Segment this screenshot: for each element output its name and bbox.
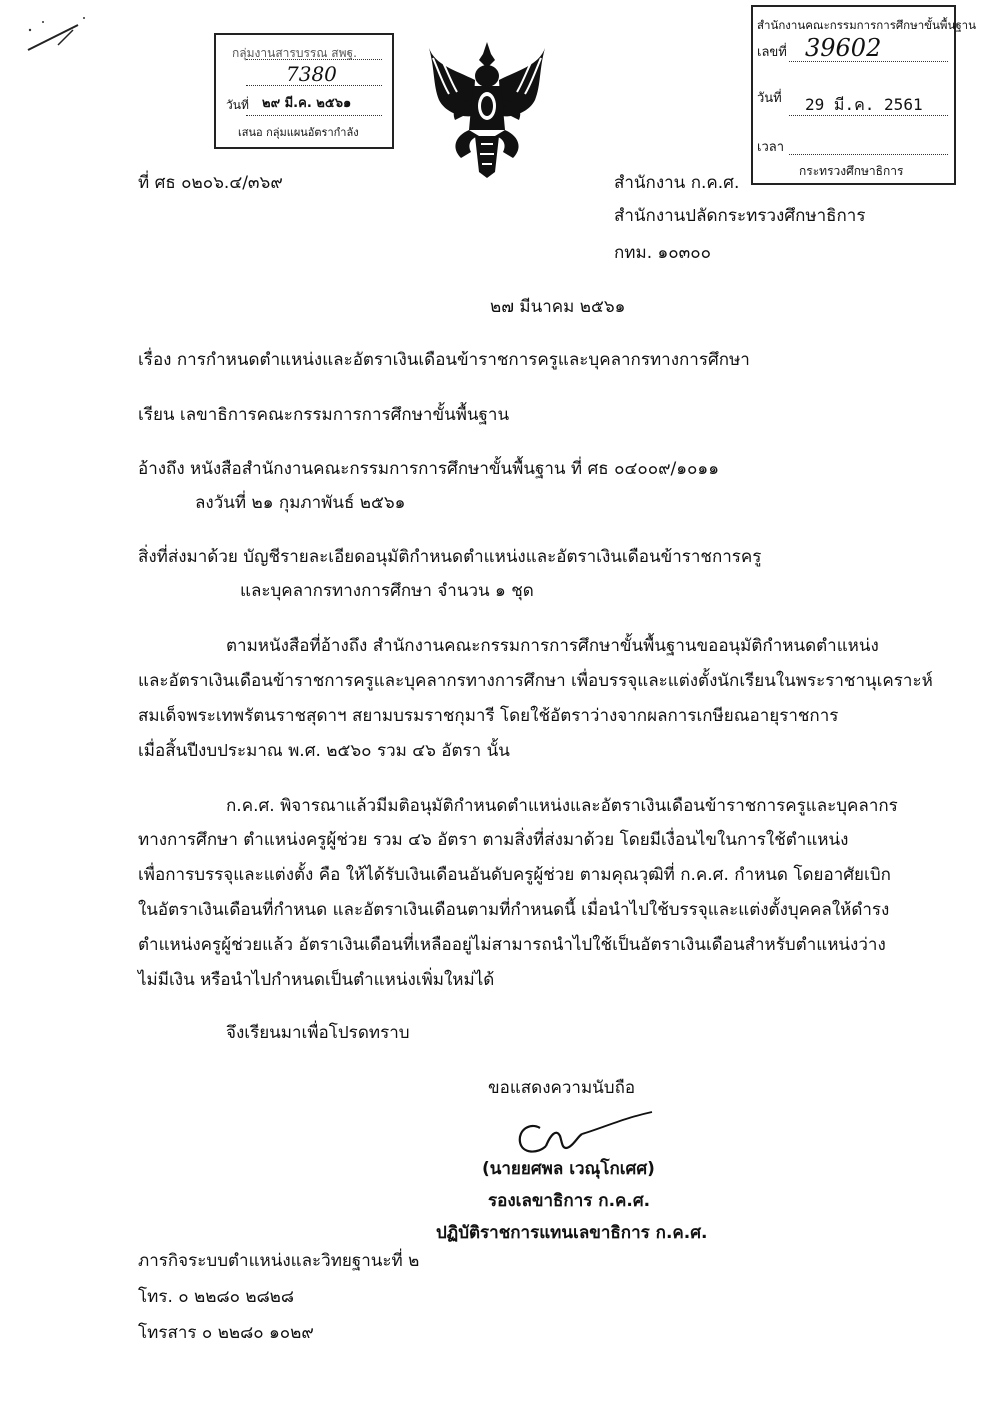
signatory-title: รองเลขาธิการ ก.ค.ศ. xyxy=(488,1191,651,1211)
signatory-acting-title: ปฏิบัติราชการแทนเลขาธิการ ก.ค.ศ. xyxy=(436,1223,708,1243)
paragraph-1-line: และอัตราเงินเดือนข้าราชการครูและบุคลากรทางการศึกษา เพื่อบรรจุและแต่งตั้งนักเรียนในพระราชานุเคราะห์ xyxy=(138,671,933,691)
footer-division: ภารกิจระบบตำแหน่งและวิทยฐานะที่ ๒ xyxy=(138,1251,420,1271)
receiving-stamp-left xyxy=(214,33,394,149)
enclosure-line-1: สิ่งที่ส่งมาด้วย บัญชีรายละเอียดอนุมัติกำหนดตำแหน่งและอัตราเงินเดือนข้าราชการครู xyxy=(138,547,762,567)
stamp-right-number-label: เลขที่ xyxy=(757,45,787,60)
closing-salutation: ขอแสดงความนับถือ xyxy=(488,1078,636,1098)
stamp-right-date-label: วันที่ xyxy=(757,91,782,106)
handwritten-signature xyxy=(512,1108,662,1160)
reference-line-2: ลงวันที่ ๒๑ กุมภาพันธ์ ๒๕๖๑ xyxy=(195,493,406,513)
footer-fax: โทรสาร ๐ ๒๒๘๐ ๑๐๒๙ xyxy=(138,1323,314,1343)
receiving-stamp-right xyxy=(751,5,976,185)
document-number: ที่ ศธ ๐๒๐๖.๔/๓๖๙ xyxy=(138,173,283,193)
paragraph-2-line: ก.ค.ศ. พิจารณาแล้วมีมติอนุมัติกำหนดตำแหน่งและอัตราเงินเดือนข้าราชการครูและบุคลากร xyxy=(226,796,898,816)
stamp-left-footer: เสนอ กลุ่มแผนอัตรากำลัง xyxy=(238,126,359,139)
paragraph-1-line: สมเด็จพระเทพรัตนราชสุดาฯ สยามบรมราชกุมารี โดยใช้อัตราว่างจากผลการเกษียณอายุราชการ xyxy=(138,706,839,726)
paragraph-2-line: เพื่อการบรรจุและแต่งตั้ง คือ ให้ได้รับเงินเดือนอันดับครูผู้ช่วย ตามคุณวุฒิที่ ก.ค.ศ. กำหนด โดยอาศัยเบิก xyxy=(138,865,891,885)
document-date: ๒๗ มีนาคม ๒๕๖๑ xyxy=(490,297,626,317)
paragraph-1-line: เมื่อสิ้นปีงบประมาณ พ.ศ. ๒๕๖๐ รวม ๔๖ อัตรา นั้น xyxy=(138,741,510,761)
garuda-emblem-icon xyxy=(425,40,550,180)
footer-phone: โทร. ๐ ๒๒๘๐ ๒๘๒๘ xyxy=(138,1287,295,1307)
subject-line: เรื่อง การกำหนดตำแหน่งและอัตราเงินเดือนข้าราชการครูและบุคลากรทางการศึกษา xyxy=(138,350,750,370)
stamp-left-number: 7380 xyxy=(286,62,337,86)
paragraph-2-line: ตำแหน่งครูผู้ช่วยแล้ว อัตราเงินเดือนที่เหลืออยู่ไม่สามารถนำไปใช้เป็นอัตราเงินเดือนสำหรับตำแหน่งว่าง xyxy=(138,935,886,955)
paragraph-2-line: ในอัตราเงินเดือนที่กำหนด และอัตราเงินเดือนตามที่กำหนดนี้ เมื่อนำไปใช้บรรจุและแต่งตั้งบุคคลให้ดำรง xyxy=(138,900,890,920)
stamp-right-date: 29 มี.ค. 2561 xyxy=(805,95,923,114)
stamp-left-date-label: วันที่ xyxy=(226,98,249,112)
sender-office: สำนักงาน ก.ค.ศ. xyxy=(614,173,740,193)
signatory-name: (นายยศพล เวณุโกเศศ) xyxy=(482,1159,655,1179)
paragraph-2-line: ไม่มีเงิน หรือนำไปกำหนดเป็นตำแหน่งเพิ่มใหม่ได้ xyxy=(138,970,495,990)
enclosure-line-2: และบุคลากรทางการศึกษา จำนวน ๑ ชุด xyxy=(240,581,534,601)
closing-request: จึงเรียนมาเพื่อโปรดทราบ xyxy=(226,1023,410,1043)
paragraph-2-line: ทางการศึกษา ตำแหน่งครูผู้ช่วย รวม ๔๖ อัตรา ตามสิ่งที่ส่งมาด้วย โดยมีเงื่อนไขในการใช้ตำแหน่ง xyxy=(138,830,849,850)
sender-parent-office: สำนักงานปลัดกระทรวงศึกษาธิการ xyxy=(614,206,866,226)
paragraph-1-line: ตามหนังสือที่อ้างถึง สำนักงานคณะกรรมการการศึกษาขั้นพื้นฐานขออนุมัติกำหนดตำแหน่ง xyxy=(226,636,879,656)
stamp-right-time-label: เวลา xyxy=(757,140,785,155)
stamp-left-office: กลุ่มงานสารบรรณ สพฐ. xyxy=(232,46,357,60)
stamp-right-ministry: กระทรวงศึกษาธิการ xyxy=(799,164,904,178)
sender-address: กทม. ๑๐๓๐๐ xyxy=(614,243,712,263)
stamp-left-date: ๒๙ มี.ค. ๒๕๖๑ xyxy=(262,96,352,111)
stamp-right-number: 39602 xyxy=(805,34,882,62)
recipient-line: เรียน เลขาธิการคณะกรรมการการศึกษาขั้นพื้นฐาน xyxy=(138,405,510,425)
stamp-right-org: สำนักงานคณะกรรมการการศึกษาขั้นพื้นฐาน xyxy=(757,18,976,32)
handwritten-mark xyxy=(18,10,98,70)
reference-line-1: อ้างถึง หนังสือสำนักงานคณะกรรมการการศึกษาขั้นพื้นฐาน ที่ ศธ ๐๔๐๐๙/๑๐๑๑ xyxy=(138,459,720,479)
